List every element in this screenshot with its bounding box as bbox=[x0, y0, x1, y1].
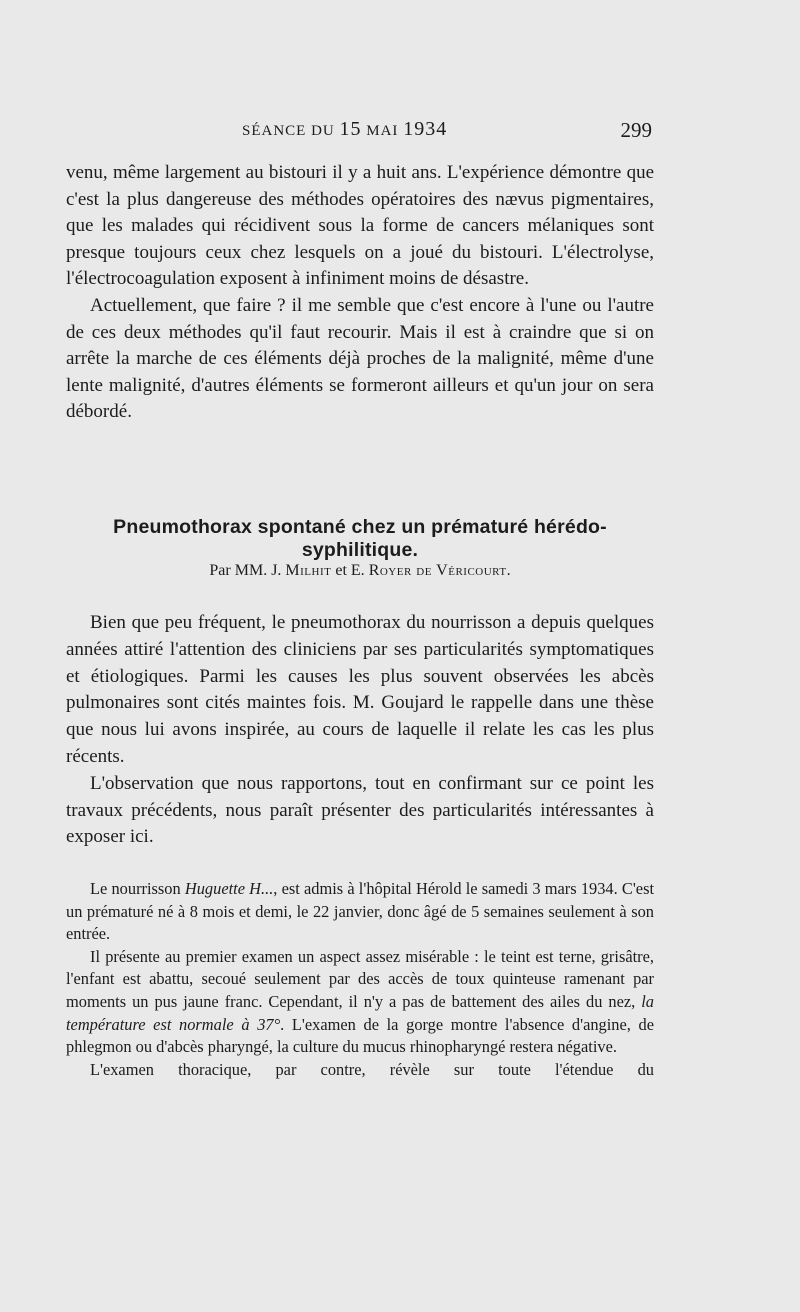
paragraph: L'observation que nous rapportons, tout en confirmant sur ce point les travaux précédents, nous paraît présenter des particularités intéressantes à exposer ici. bbox=[66, 772, 654, 848]
continued-text bbox=[66, 160, 654, 426]
paragraph bbox=[66, 946, 654, 1059]
patient-name: Huguette H... bbox=[184, 879, 274, 898]
author-1: Milhit bbox=[285, 562, 332, 579]
text-run: Il présente au premier examen un aspect assez misérable : le teint est terne, grisâtre, l'enfant est abattu, secoué seulement par des accès de toux quinteuse ramenant par moments un pus jaune franc. Cependant, il n'y a pas de battement des ailes du nez, bbox=[66, 946, 654, 1011]
page-header bbox=[66, 118, 652, 148]
paragraph bbox=[66, 878, 654, 946]
article-introduction bbox=[66, 610, 654, 851]
paragraph: Bien que peu fréquent, le pneumothorax du nourrisson a depuis quelques années attiré l'attention des cliniciens par ses particularités symptomatiques et étiologiques. Parmi les causes les plus souvent observées les abcès pulmonaires sont cités maintes fois. M. Goujard le rappelle dans une thèse que nous lui avons inspirée, au cours de laquelle il relate les cas les plus récents. bbox=[66, 612, 654, 767]
text-run: . L'examen de la gorge montre l'absence d'angine, de phlegmon ou d'abcès pharyngé, la culture du mucus rhinopharyngé restera négative. bbox=[66, 1014, 655, 1057]
running-head-year: 1934 bbox=[403, 118, 448, 140]
author-2: Royer de Véricourt bbox=[368, 562, 507, 579]
paragraph: L'examen thoracique, par contre, révèle sur toute l'étendue du bbox=[90, 1059, 654, 1079]
authors-mid: et E. bbox=[331, 562, 369, 579]
italic-run: la température est normale à 37° bbox=[66, 991, 654, 1034]
page-number: 299 bbox=[620, 118, 652, 142]
text-run: , est admis à l'hôpital Hérold le samedi 3 mars 1934. C'est un prématuré né à 8 mois et demi, le 22 janvier, donc âgé de 5 semaines seulement à son entrée. bbox=[66, 879, 654, 944]
running-head bbox=[242, 118, 447, 141]
paragraph: Actuellement, que faire ? il me semble que c'est encore à l'une ou l'autre de ces deux méthodes qu'il faut recourir. Mais il est à craindre que si on arrête la marche de ces éléments déjà proches de la malignité, même d'une lente malignité, d'autres éléments se formeront ailleurs et qu'un jour on sera débordé. bbox=[66, 294, 654, 423]
article-title: Pneumothorax spontané chez un prématuré hérédo-syphilitique. bbox=[113, 516, 607, 561]
authors-prefix: Par MM. J. bbox=[209, 562, 286, 579]
text-run: Le nourrisson bbox=[90, 879, 185, 898]
running-head-seance: SÉANCE DU bbox=[242, 123, 340, 139]
running-head-day: 15 bbox=[339, 118, 362, 140]
authors-suffix: . bbox=[506, 562, 511, 579]
article-authors bbox=[66, 562, 654, 580]
running-head-month: MAI bbox=[361, 123, 404, 139]
clinical-observation bbox=[66, 878, 654, 1081]
paragraph: venu, même largement au bistouri il y a huit ans. L'expérience démontre que c'est la plus dangereuse des méthodes opératoires des nævus pigmentaires, que les malades qui récidivent sous la forme de cancers mélaniques sont presque toujours ceux chez lesquels on a joué du bistouri. L'électrolyse, l'électrocoagulation exposent à infiniment moins de désastre. bbox=[66, 162, 654, 290]
